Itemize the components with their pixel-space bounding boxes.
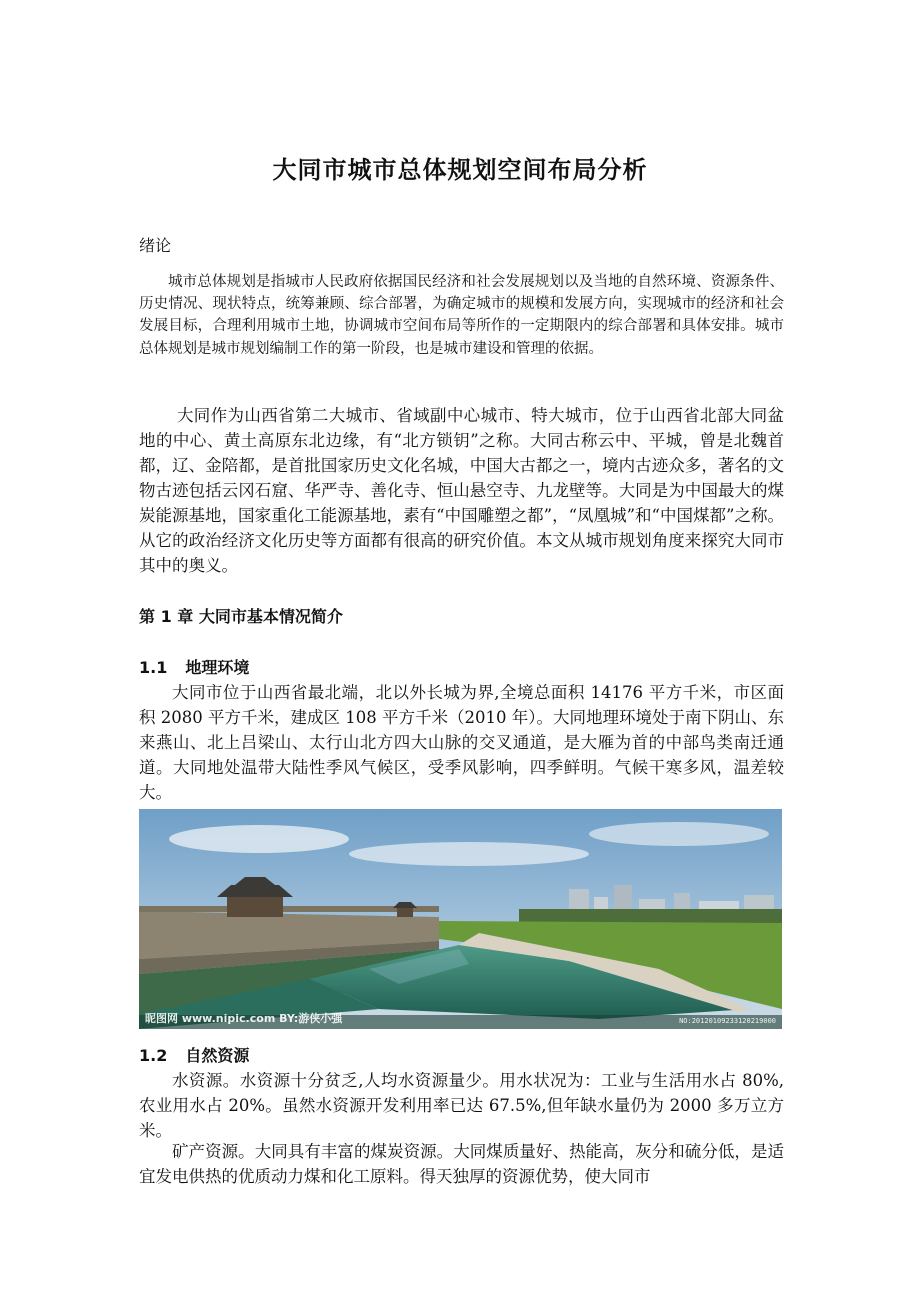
city-wall-photo-illustration xyxy=(139,809,782,1029)
chapter-1-heading: 第 1 章 大同市基本情况简介 xyxy=(139,607,343,626)
section-1-1-paragraph: 大同市位于山西省最北端，北以外长城为界,全境总面积 14176 平方千米，市区面积 2080 平方千米，建成区 108 平方千米（2010 年）。大同地理环境处于南下阴山、东来燕山、北上吕梁山、太行山北方四大山脉的交叉通道，是大雁为首的中部鸟类南迁通道。大同地处温带大陆性季风气候区，受季风影响，四季鲜明。气候干寒多风，温差较大。 xyxy=(139,683,784,802)
intro-heading: 绪论 xyxy=(139,236,172,255)
photo-watermark-left: 昵图网 www.nipic.com BY:游侠小强 xyxy=(145,1012,343,1025)
section-1-1-number: 1.1 xyxy=(139,658,168,677)
section-1-2-title: 自然资源 xyxy=(185,1046,250,1065)
document-title: 大同市城市总体规划空间布局分析 xyxy=(272,156,648,184)
intro-paragraph-1: 城市总体规划是指城市人民政府依据国民经济和社会发展规划以及当地的自然环境、资源条件、历史情况、现状特点，统筹兼顾、综合部署，为确定城市的规模和发展方向，实现城市的经济和社会发展目标，合理利用城市土地，协调城市空间布局等所作的一定期限内的综合部署和具体安排。城市总体规划是城市规划编制工作的第一阶段，也是城市建设和管理的依据。 xyxy=(139,274,784,357)
section-1-1-heading xyxy=(139,655,249,678)
section-1-1-title: 地理环境 xyxy=(185,658,250,677)
section-1-2-paragraph-1: 水资源。水资源十分贫乏,人均水资源量少。用水状况为：工业与生活用水占 80%,农业用水占 20%。虽然水资源开发利用率已达 67.5%,但年缺水量仍为 2000 多万立方米。 xyxy=(139,1071,784,1140)
section-1-2-number: 1.2 xyxy=(139,1046,168,1065)
intro-paragraph-2: 大同作为山西省第二大城市、省域副中心城市、特大城市，位于山西省北部大同盆地的中心、黄土高原东北边缘，有“北方锁钥”之称。大同古称云中、平城，曾是北魏首都，辽、金陪都，是首批国家历史文化名城，中国大古都之一，境内古迹众多，著名的文物古迹包括云冈石窟、华严寺、善化寺、恒山悬空寺、九龙壁等。大同是为中国最大的煤炭能源基地，国家重化工能源基地，素有“中国雕塑之都”，“凤凰城”和“中国煤都”之称。从它的政治经济文化历史等方面都有很高的研究价值。本文从城市规划角度来探究大同市其中的奥义。 xyxy=(139,406,784,575)
city-wall-photo xyxy=(139,809,782,1029)
section-1-2-heading xyxy=(139,1043,249,1066)
photo-watermark-right: NO:20120109233120219000 xyxy=(679,1017,776,1025)
section-1-2-paragraph-2: 矿产资源。大同具有丰富的煤炭资源。大同煤质量好、热能高，灰分和硫分低，是适宜发电供热的优质动力煤和化工原料。得天独厚的资源优势，使大同市 xyxy=(139,1142,784,1186)
